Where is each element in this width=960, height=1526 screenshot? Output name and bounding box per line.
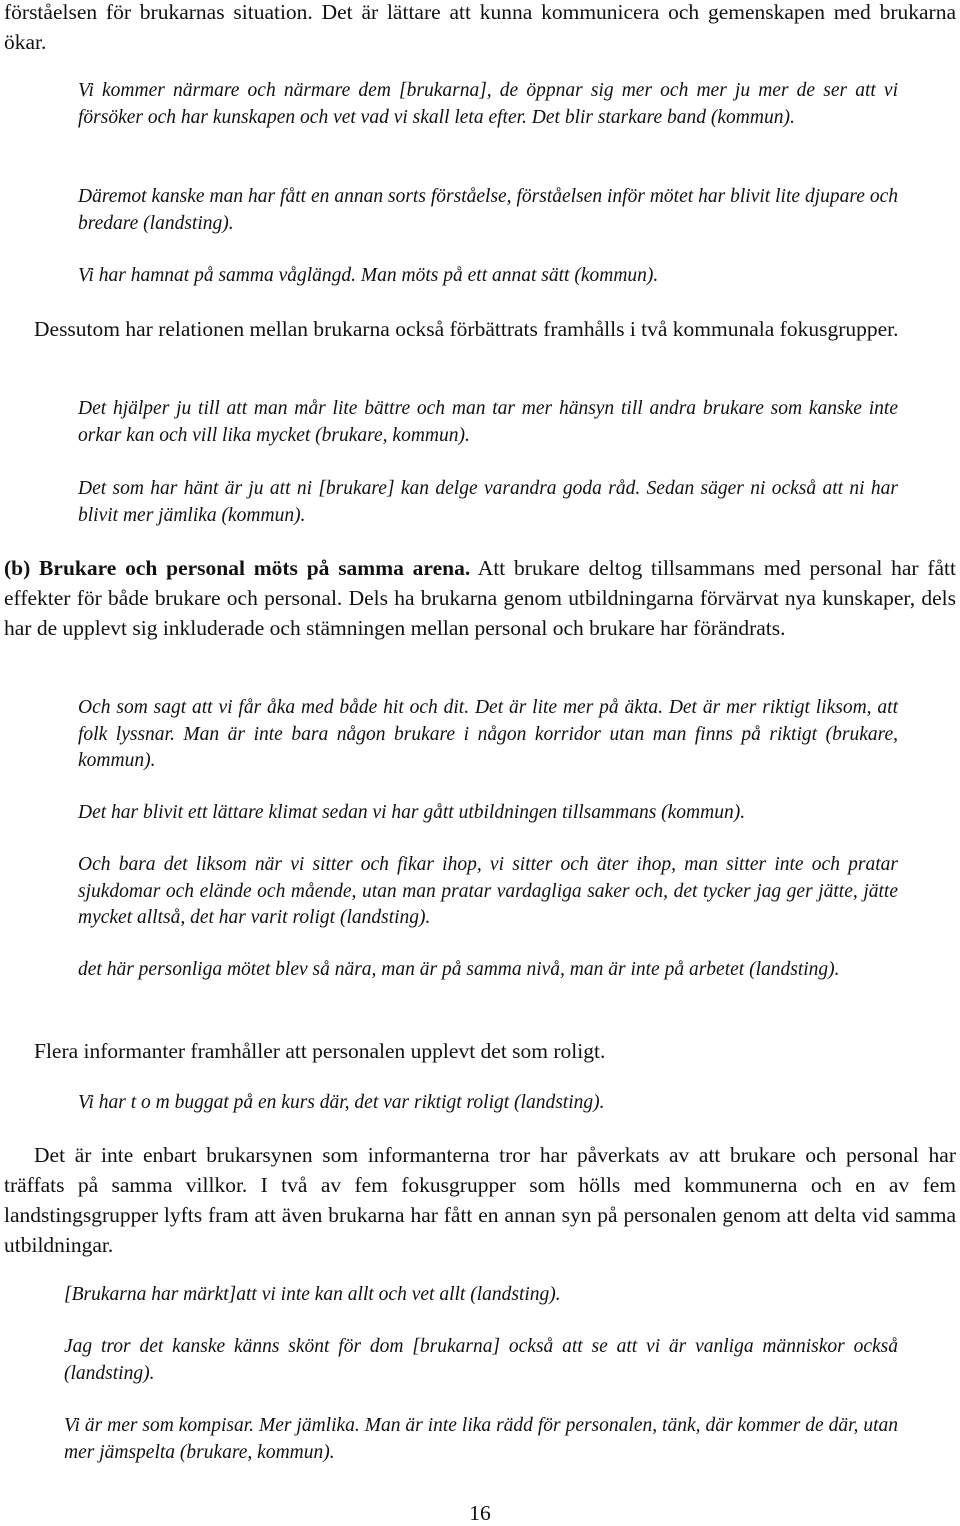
- paragraph-same-arena-text: Att brukare deltog tillsammans med personal har fått effekter för både brukare och personal. Dels ha brukarna genom utbildningarna förvärvat nya kunskaper, dels har de upplevt sig inkluderade och stämningen mellan personal och brukare har förändrats.: [4, 556, 956, 640]
- quote-same-wavelength: Vi har hamnat på samma våglängd. Man möts på ett annat sätt (kommun).: [78, 265, 659, 286]
- quote-for-real: Och som sagt att vi får åka med både hit och dit. Det är lite mer på äkta. Det är mer riktigt liksom, att folk lyssnar. Man är inte bara någon brukare i någon korridor utan man finns på riktigt (brukare, kommun).: [78, 697, 898, 771]
- quote-danced: Vi har t o m buggat på en kurs där, det var riktigt roligt (landsting).: [78, 1092, 605, 1113]
- quote-not-know-everything: [Brukarna har märkt]att vi inte kan allt och vet allt (landsting).: [64, 1284, 561, 1305]
- quote-share-advice: Det som har hänt är ju att ni [brukare] kan delge varandra goda råd. Sedan säger ni också att ni har blivit mer jämlika (kommun).: [78, 478, 898, 526]
- quote-closer-bond: Vi kommer närmare och närmare dem [brukarna], de öppnar sig mer och mer ju mer de ser att vi försöker och har kunskapen och vet vad vi skall leta efter. Det blir starkare band (kommun).: [78, 80, 898, 128]
- quote-feel-better: Det hjälper ju till att man mår lite bättre och man tar mer hänsyn till andra brukare som kanske inte orkar kan och vill lika mycket (brukare, kommun).: [78, 398, 898, 446]
- paragraph-staff-enjoyed: Flera informanter framhåller att personalen upplevt det som roligt.: [34, 1039, 606, 1063]
- section-heading-b: (b) Brukare och personal möts på samma arena.: [4, 556, 471, 580]
- paragraph-continuation: förståelsen för brukarnas situation. Det är lättare att kunna kommunicera och gemenskapen med brukarna ökar.: [4, 0, 956, 54]
- paragraph-user-perspective: Det är inte enbart brukarsynen som informanterna tror har påverkats av att brukare och personal har träffats på samma villkor. I två av fem fokusgrupper som hölls med kommunerna och en av fem landstingsgrupper lyfts fram att även brukarna har fått en annan syn på personalen genom att delta vid samma utbildningar.: [4, 1143, 956, 1257]
- quote-ordinary-people: Jag tror det kanske känns skönt för dom [brukarna] också att se att vi är vanliga människor också (landsting).: [64, 1336, 898, 1384]
- quote-deeper-understanding: Däremot kanske man har fått en annan sorts förståelse, förståelsen inför mötet har blivit lite djupare och bredare (landsting).: [78, 186, 898, 234]
- paragraph-same-arena: [4, 553, 956, 643]
- paragraph-relations-improved: Dessutom har relationen mellan brukarna också förbättrats framhålls i två kommunala fokusgrupper.: [34, 317, 899, 341]
- quote-like-friends: Vi är mer som kompisar. Mer jämlika. Man är inte lika rädd för personalen, tänk, där kommer de där, utan mer jämspelta (brukare, kommun).: [64, 1415, 898, 1463]
- quote-easier-climate: Det har blivit ett lättare klimat sedan vi har gått utbildningen tillsammans (kommun).: [78, 802, 746, 823]
- page-number: 16: [469, 1501, 491, 1525]
- quote-coffee-together: Och bara det liksom när vi sitter och fikar ihop, vi sitter och äter ihop, man sitter inte och pratar sjukdomar och elände och mående, utan man pratar vardagliga saker och, det tycker jag ger jätte, jätte mycket alltså, det har varit roligt (landsting).: [78, 854, 898, 928]
- quote-personal-meeting: det här personliga mötet blev så nära, man är på samma nivå, man är inte på arbetet (landsting).: [78, 959, 840, 980]
